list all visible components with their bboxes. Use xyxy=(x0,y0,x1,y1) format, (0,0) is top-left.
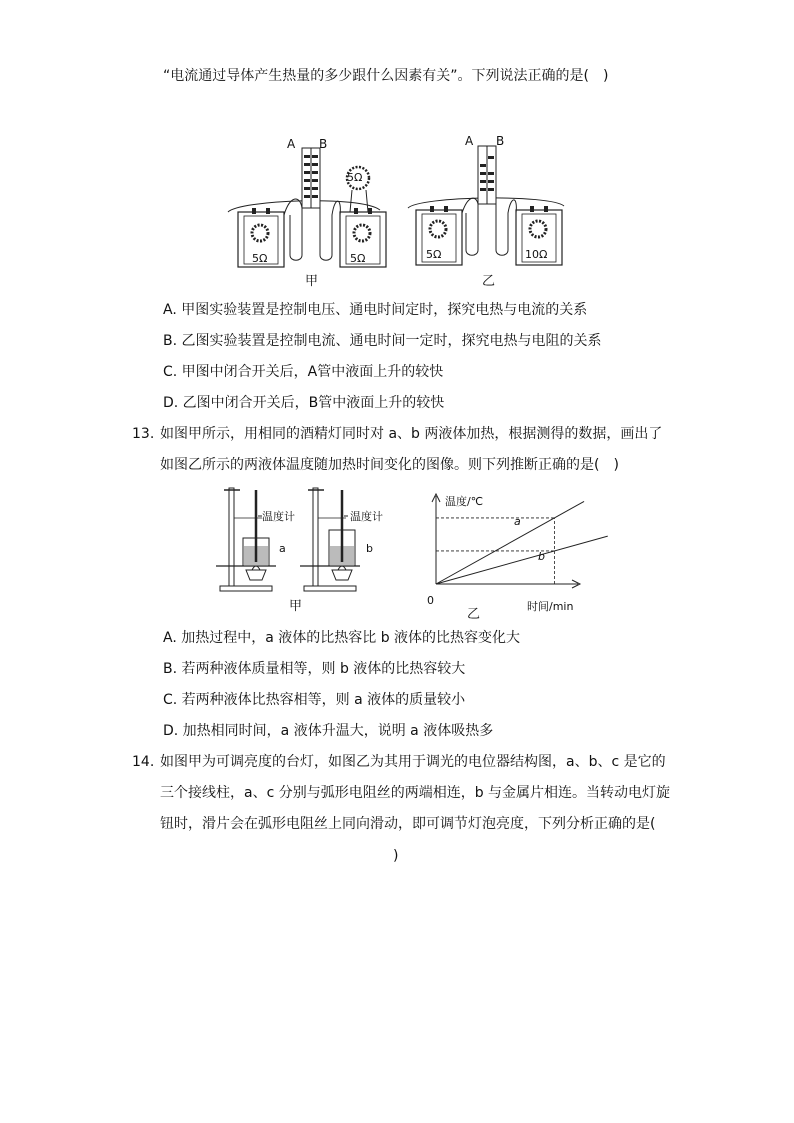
q13-option-d: D. 加热相同时间，a 液体升温大，说明 a 液体吸热多 xyxy=(163,723,494,739)
q13-number: 13. xyxy=(132,426,155,442)
q14-stem-line4: ) xyxy=(393,848,399,864)
q12-jia-caption: 甲 xyxy=(305,274,319,289)
q14-stem-line2: 三个接线柱，a、c 分别与弧形电阻丝的两端相连，b 与金属片相连。当转动电灯旋 xyxy=(160,785,671,801)
q12-stem: “电流通过导体产生热量的多少跟什么因素有关”。下列说法正确的是( ) xyxy=(163,68,609,84)
q14-number: 14. xyxy=(132,754,155,770)
q12-yi-caption: 乙 xyxy=(482,274,496,289)
q12-jia-r-left: 5Ω xyxy=(252,252,268,265)
q13-chart-x-label: 时间/min xyxy=(527,600,574,613)
q12-option-d: D. 乙图中闭合开关后，B管中液面上升的较快 xyxy=(163,395,445,411)
q13-thermo-label-1: 温度计 xyxy=(262,510,295,523)
q12-yi-label-b: B xyxy=(496,134,505,148)
chart-series-line-a xyxy=(436,501,584,584)
q13-liquid-b-label: b xyxy=(366,542,373,555)
chart-series-line-b xyxy=(436,536,608,584)
q13-yi-caption: 乙 xyxy=(467,607,481,622)
q12-option-b: B. 乙图实验装置是控制电流、通电时间一定时，探究电热与电阻的关系 xyxy=(163,333,602,349)
q13-liquid-a-label: a xyxy=(279,542,286,555)
q13-stem-line1: 如图甲所示，用相同的酒精灯同时对 a、b 两液体加热，根据测得的数据，画出了 xyxy=(160,426,663,442)
q14-stem-line1: 如图甲为可调亮度的台灯，如图乙为其用于调光的电位器结构图，a、b、c 是它的 xyxy=(160,754,666,770)
q13-option-c: C. 若两种液体比热容相等，则 a 液体的质量较小 xyxy=(163,692,466,708)
q13-option-a: A. 加热过程中，a 液体的比热容比 b 液体的比热容变化大 xyxy=(163,630,521,646)
q13-jia-caption: 甲 xyxy=(289,599,303,614)
q12-yi-label-a: A xyxy=(465,134,474,148)
q13-chart-y-label: 温度/℃ xyxy=(445,495,484,508)
q14-stem-line3: 钮时，滑片会在弧形电阻丝上同向滑动，即可调节灯泡亮度，下列分析正确的是( xyxy=(160,816,656,832)
q13-chart-origin: 0 xyxy=(427,594,434,607)
q12-yi-r-left: 5Ω xyxy=(426,248,442,261)
q12-option-a: A. 甲图实验装置是控制电压、通电时间定时，探究电热与电流的关系 xyxy=(163,302,588,318)
q13-thermo-label-2: 温度计 xyxy=(350,510,383,523)
q12-jia-label-a: A xyxy=(287,137,296,151)
q12-jia-r-right: 5Ω xyxy=(350,252,366,265)
q12-jia-r-hand: 5Ω xyxy=(347,171,363,184)
q12-yi-r-right: 10Ω xyxy=(525,248,548,261)
q13-chart-line-b-label: b xyxy=(538,550,545,563)
q13-stem-line2: 如图乙所示的两液体温度随加热时间变化的图像。则下列推断正确的是( ) xyxy=(160,457,619,473)
q13-chart-line-a-label: a xyxy=(514,515,521,528)
q12-jia-label-b: B xyxy=(319,137,328,151)
q12-option-c: C. 甲图中闭合开关后，A管中液面上升的较快 xyxy=(163,364,444,380)
q13-option-b: B. 若两种液体质量相等，则 b 液体的比热容较大 xyxy=(163,661,466,677)
